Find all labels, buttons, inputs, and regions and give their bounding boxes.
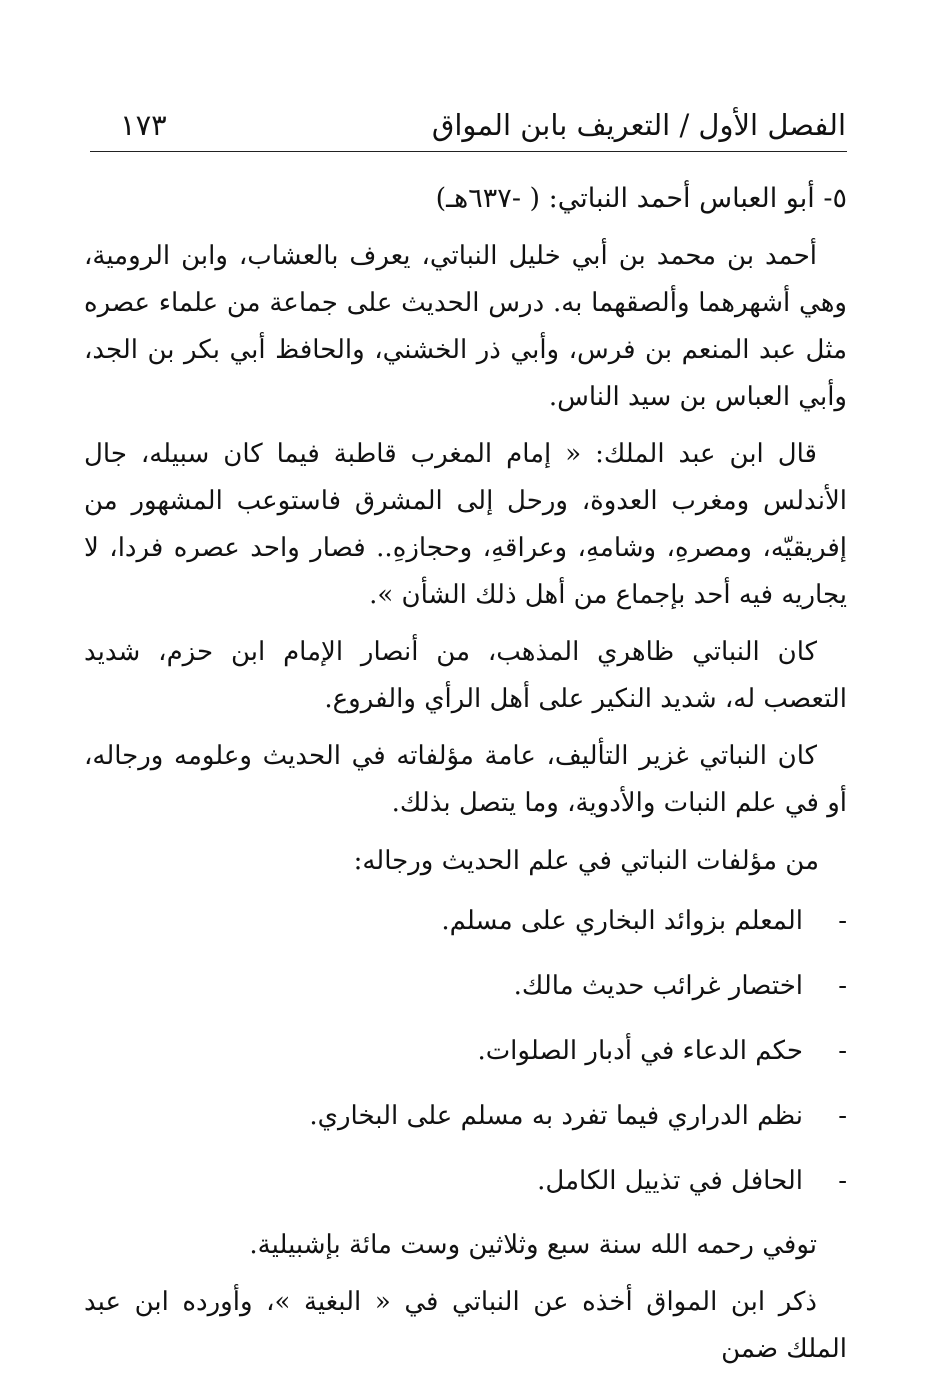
- quote-paragraph: قال ابن عبد الملك: « إمام المغرب قاطبة فيما كان سبيله، جال الأندلس ومغرب العدوة، ورحل إلى المشرق فاستوعب المشهور من إفريقيّه، ومصرهِ، وشامهِ، وعراقهِ، وحجازهِ.. فصار واحد عصره فردا، لا يجاريه فيه أحد بإجماع من أهل ذلك الشأن ».: [84, 439, 847, 610]
- work-title: اختصار غرائب حديث مالك.: [513, 971, 803, 1001]
- header-divider: [90, 151, 847, 152]
- work-title: نظم الدراري فيما تفرد به مسلم على البخاري.: [309, 1101, 803, 1131]
- list-dash: -: [838, 906, 847, 936]
- list-item: [84, 897, 847, 945]
- list-dash: -: [838, 1166, 847, 1196]
- work-title: الحافل في تذييل الكامل.: [537, 1166, 803, 1196]
- madhhab-paragraph: كان النباتي ظاهري المذهب، من أنصار الإمام ابن حزم، شديد التعصب له، شديد النكير على أهل الرأي والفروع.: [84, 637, 847, 714]
- list-dash: -: [838, 1036, 847, 1066]
- page-number: ١٧٣: [120, 108, 167, 142]
- biography-paragraph: أحمد بن محمد بن أبي خليل النباتي، يعرف بالعشاب، وابن الرومية، وهي أشهرهما وألصقهما به. درس الحديث على جماعة من علماء عصره مثل عبد المنعم بن فرس، وأبي ذر الخشني، والحافظ أبي بكر بن الجد، وأبي العباس بن سيد الناس.: [84, 241, 847, 412]
- list-item: [84, 1027, 847, 1075]
- list-item: [84, 962, 847, 1010]
- works-summary-paragraph: كان النباتي غزير التأليف، عامة مؤلفاته في الحديث وعلومه ورجاله، أو في علم النبات والأدوية، وما يتصل بذلك.: [84, 741, 847, 818]
- closing-line: ذكر ابن المواق أخذه عن النباتي في « البغية »، وأورده ابن عبد الملك ضمن: [84, 1287, 847, 1364]
- work-title: المعلم بزوائد البخاري على مسلم.: [441, 906, 803, 936]
- page-body: [84, 175, 847, 1383]
- list-item: [84, 1092, 847, 1140]
- death-note: توفي رحمه الله سنة سبع وثلاثين وست مائة بإشبيلية.: [249, 1230, 817, 1260]
- entry-heading: ٥- أبو العباس أحمد النباتي: ( -٦٣٧هـ): [435, 183, 847, 214]
- chapter-title: الفصل الأول / التعريف بابن المواق: [431, 108, 846, 142]
- running-header: [90, 100, 846, 150]
- works-list-intro: من مؤلفات النباتي في علم الحديث ورجاله:: [353, 846, 819, 876]
- list-dash: -: [838, 971, 847, 1001]
- works-list: [84, 897, 847, 1205]
- list-item: [84, 1157, 847, 1205]
- list-dash: -: [838, 1101, 847, 1131]
- work-title: حكم الدعاء في أدبار الصلوات.: [477, 1036, 803, 1066]
